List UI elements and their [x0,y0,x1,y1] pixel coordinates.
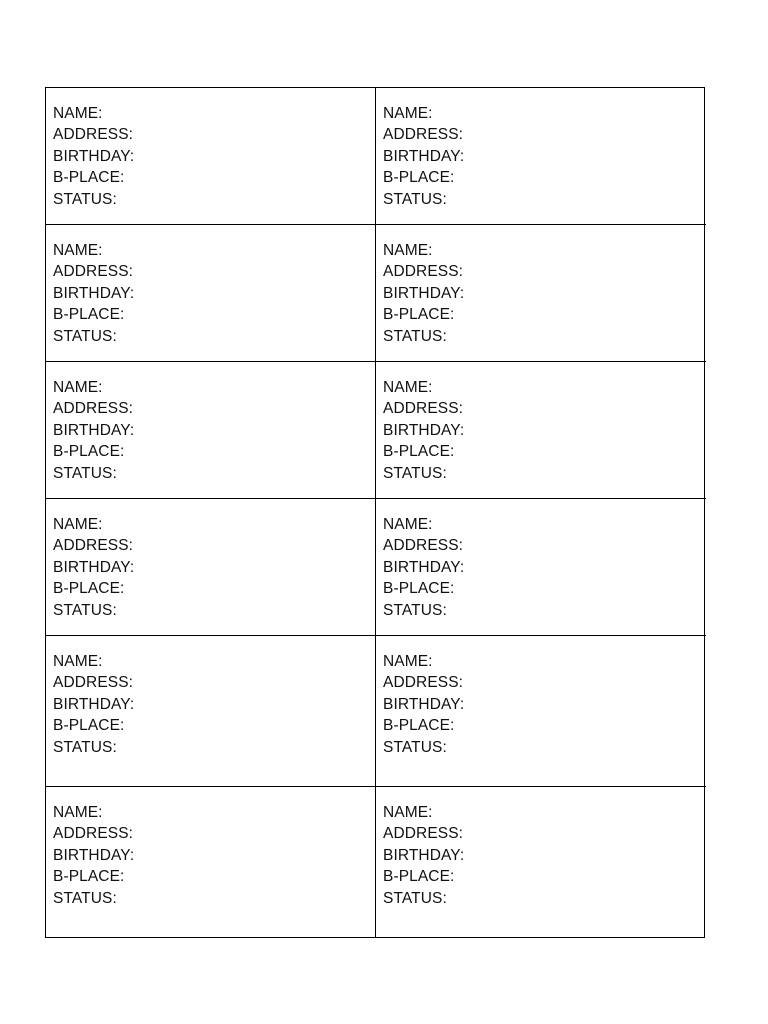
birthday-label: BIRTHDAY: [383,846,465,864]
birthplace-label: B-PLACE: [53,306,125,324]
address-label: ADDRESS: [383,126,464,144]
address-label: ADDRESS: [383,674,464,692]
address-label: ADDRESS: [383,825,464,843]
birthday-label: BIRTHDAY: [383,695,465,713]
birthplace-label: B-PLACE: [53,169,125,187]
address-label: ADDRESS: [383,400,464,418]
status-label: STATUS: [53,464,117,482]
name-label: NAME: [53,516,103,533]
status-label: STATUS: [53,601,117,619]
address-label: ADDRESS: [53,400,134,418]
record-cards-grid [45,87,705,938]
birthplace-label: B-PLACE: [383,580,455,598]
status-label: STATUS: [383,464,447,482]
birthday-label: BIRTHDAY: [53,695,135,713]
record-card [376,88,706,225]
birthplace-label: B-PLACE: [383,169,455,187]
status-label: STATUS: [383,889,447,907]
birthday-label: BIRTHDAY: [383,147,465,165]
address-label: ADDRESS: [53,126,134,144]
birthplace-label: B-PLACE: [53,717,125,735]
birthday-label: BIRTHDAY: [53,558,135,576]
status-label: STATUS: [53,327,117,345]
address-label: ADDRESS: [53,263,134,281]
record-card [46,88,376,225]
birthplace-label: B-PLACE: [53,580,125,598]
birthplace-label: B-PLACE: [383,443,455,461]
birthday-label: BIRTHDAY: [53,421,135,439]
birthplace-label: B-PLACE: [53,443,125,461]
name-label: NAME: [383,105,433,122]
name-label: NAME: [53,105,103,122]
status-label: STATUS: [383,601,447,619]
name-label: NAME: [53,379,103,396]
address-label: ADDRESS: [53,825,134,843]
record-card [376,636,706,787]
address-label: ADDRESS: [383,263,464,281]
name-label: NAME: [383,804,433,821]
birthday-label: BIRTHDAY: [53,147,135,165]
name-label: NAME: [53,653,103,670]
name-label: NAME: [53,242,103,259]
birthplace-label: B-PLACE: [383,717,455,735]
status-label: STATUS: [53,889,117,907]
status-label: STATUS: [53,190,117,208]
birthday-label: BIRTHDAY: [53,846,135,864]
record-card [46,787,376,937]
record-card [376,225,706,362]
name-label: NAME: [383,516,433,533]
record-card [46,362,376,499]
birthplace-label: B-PLACE: [383,868,455,886]
address-label: ADDRESS: [53,674,134,692]
birthplace-label: B-PLACE: [383,306,455,324]
status-label: STATUS: [383,190,447,208]
name-label: NAME: [383,653,433,670]
record-card [376,362,706,499]
name-label: NAME: [383,242,433,259]
status-label: STATUS: [383,738,447,756]
status-label: STATUS: [53,738,117,756]
record-card [376,499,706,636]
birthday-label: BIRTHDAY: [53,284,135,302]
record-card [46,636,376,787]
status-label: STATUS: [383,327,447,345]
address-label: ADDRESS: [383,537,464,555]
birthday-label: BIRTHDAY: [383,558,465,576]
name-label: NAME: [383,379,433,396]
record-card [46,499,376,636]
record-card [376,787,706,937]
birthday-label: BIRTHDAY: [383,284,465,302]
birthday-label: BIRTHDAY: [383,421,465,439]
birthplace-label: B-PLACE: [53,868,125,886]
record-card [46,225,376,362]
address-label: ADDRESS: [53,537,134,555]
name-label: NAME: [53,804,103,821]
